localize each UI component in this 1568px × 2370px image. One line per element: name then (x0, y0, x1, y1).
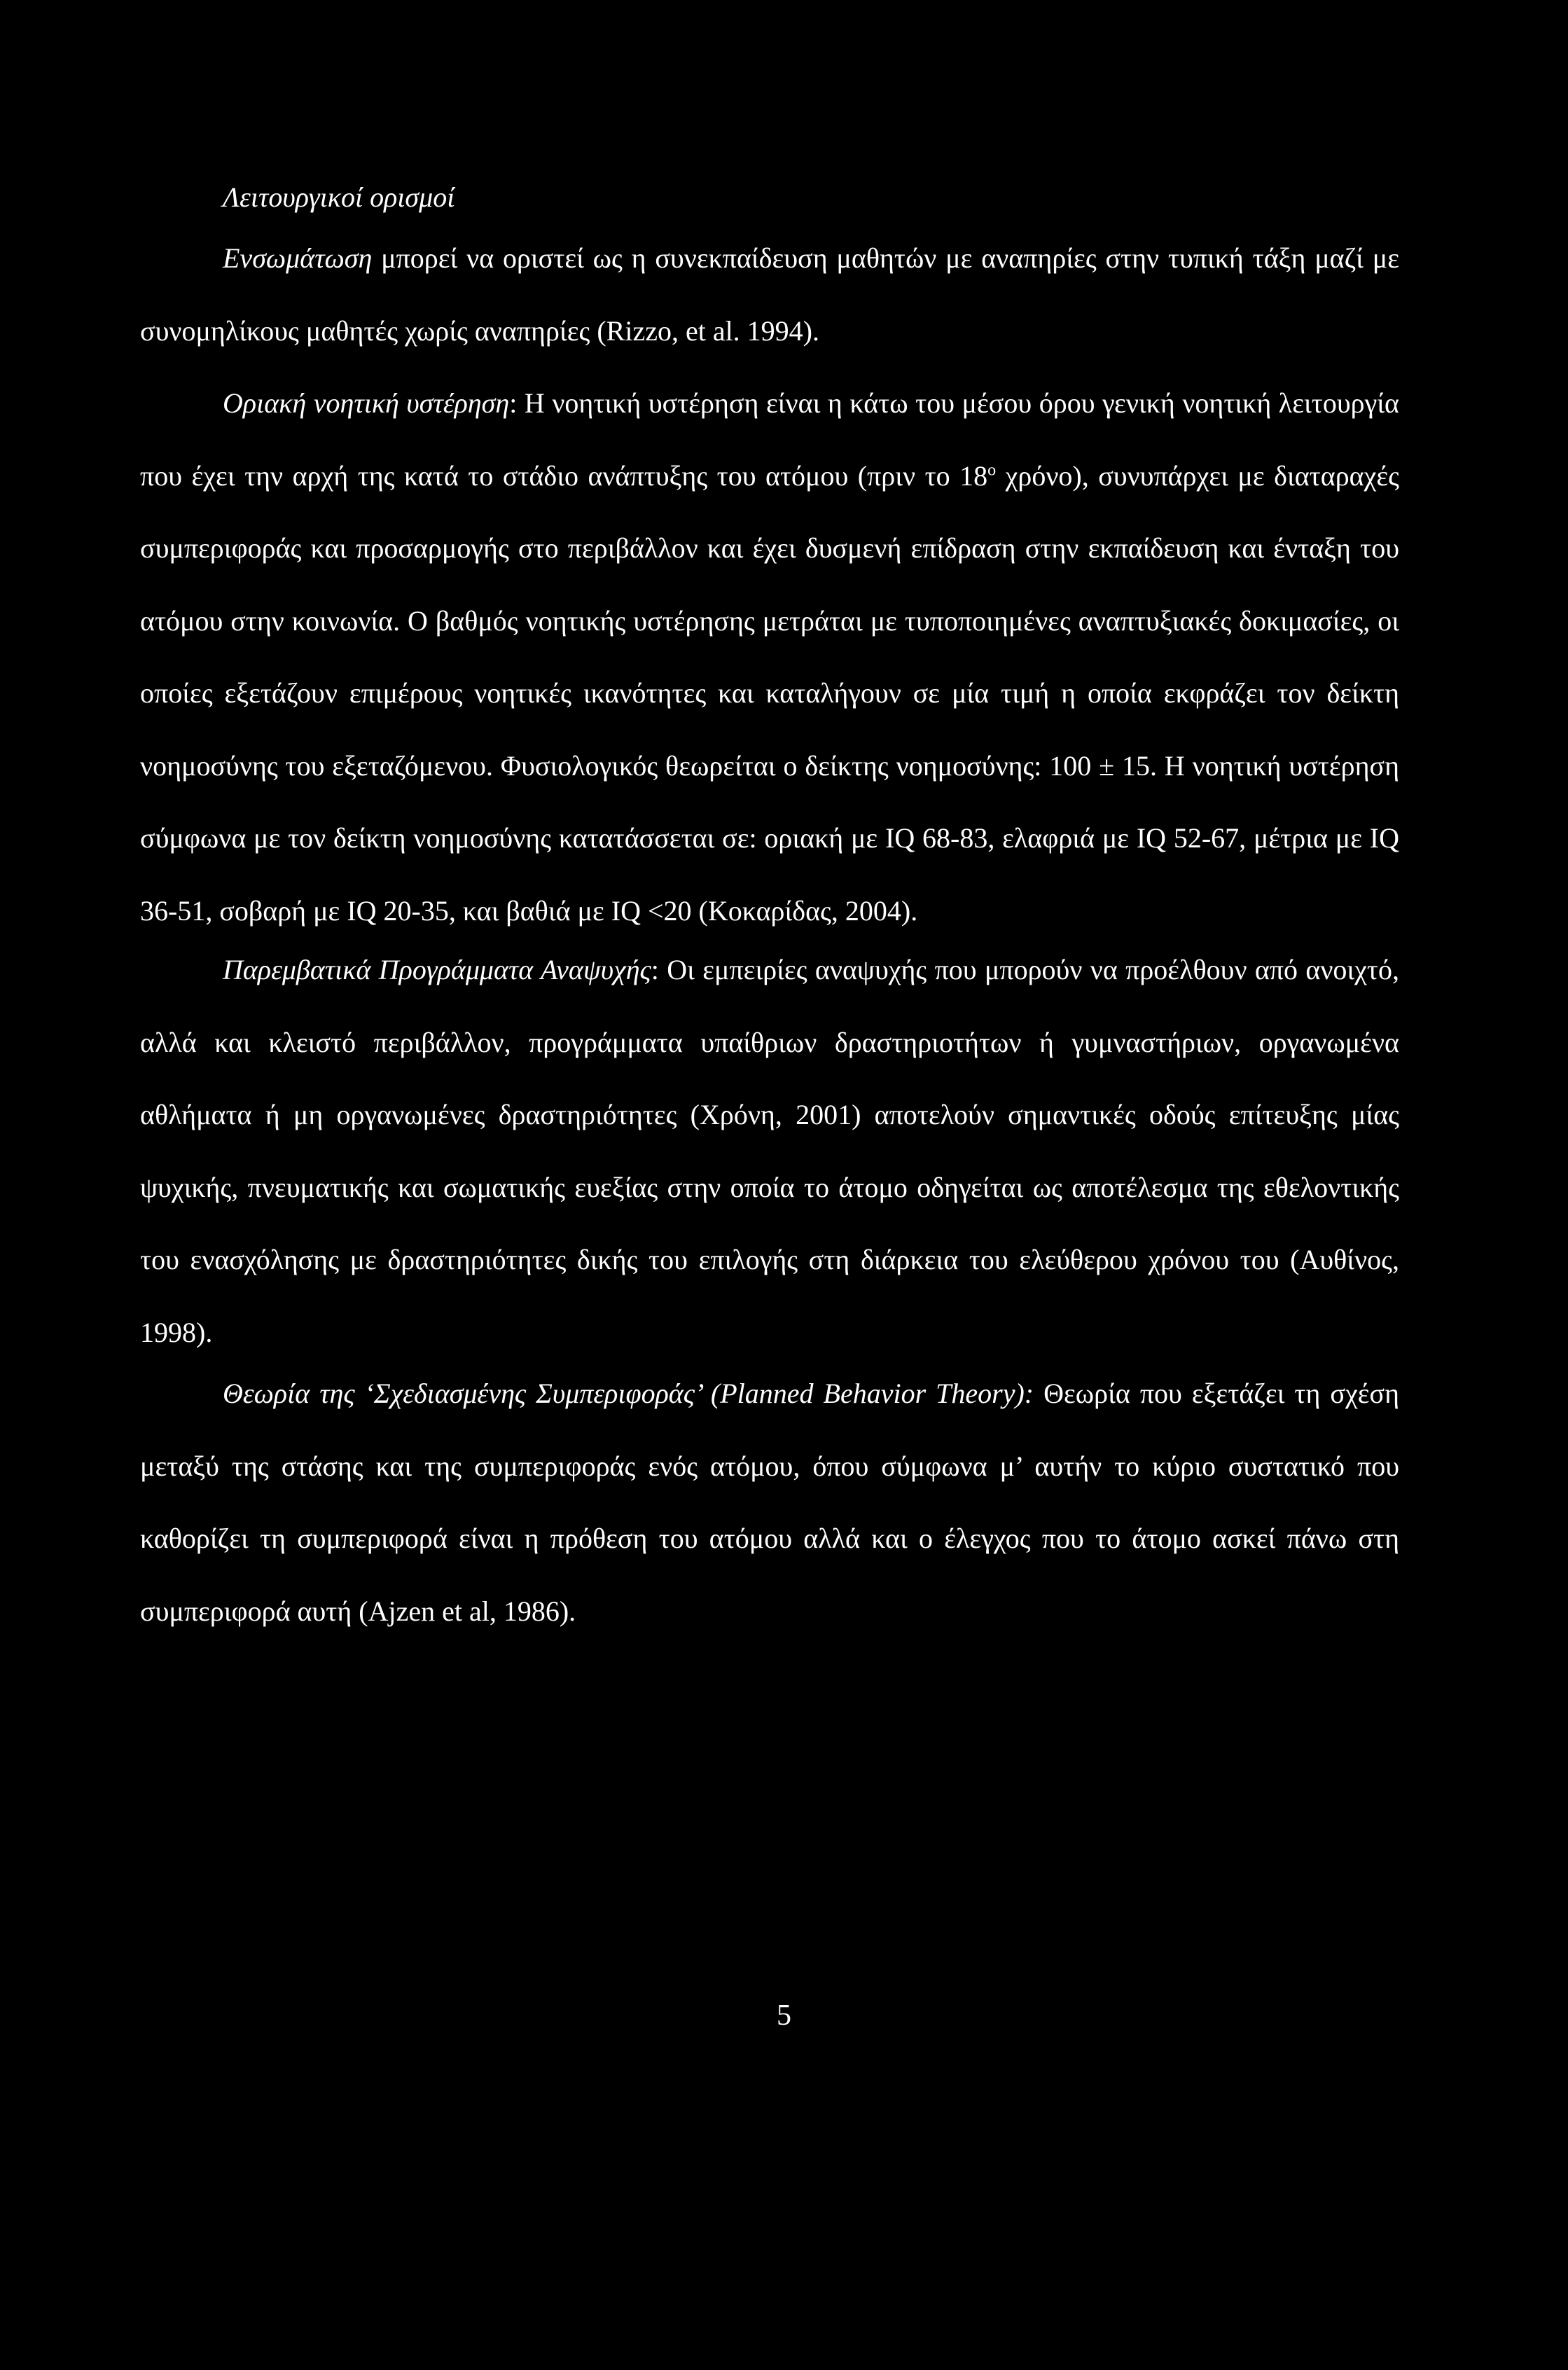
definition-borderline-part2: χρόνο), συνυπάρχει με διαταραχές συμπεριφοράς και προσαρμογής στο περιβάλλον και έχει δυσμενή επίδραση στην εκπαίδευση και ένταξη του ατόμου στην κοινωνία. Ο βαθμός νοητικής υστέρησης μετράται με τυποποιημένες αναπτυξιακές δοκιμασίες, οι οποίες εξετάζουν επιμέρους νοητικές ικανότητες και καταλήγουν σε μία τιμή η οποία εκφράζει τον δείκτη νοημοσύνης του εξεταζόμενου. Φυσιολογικός θεωρείται ο δείκτης νοημοσύνης: 100 ± 15. Η νοητική υστέρηση σύμφωνα με τον δείκτη νοημοσύνης κατατάσσεται σε: οριακή με IQ 68-83, ελαφριά με IQ 52-67, μέτρια με IQ 36-51, σοβαρή με IQ 20-35, και βαθιά με IQ <20 (Κοκαρίδας, 2004). (140, 459, 1400, 927)
definition-planned-behavior-theory: Θεωρία που εξετάζει τη σχέση μεταξύ της στάσης και της συμπεριφοράς ενός ατόμου, όπου σύμφωνα μ’ αυτήν το κύριο συστατικό που καθορίζει τη συμπεριφορά είναι η πρόθεση του ατόμου αλλά και ο έλεγχος που το άτομο ασκεί πάνω στη συμπεριφορά αυτή (Ajzen et al, 1986). (140, 1378, 1399, 1627)
paragraph-borderline-intellectual-disability (140, 367, 1399, 947)
term-recreation-programs: Παρεμβατικά Προγράμματα Αναψυχής (223, 954, 651, 985)
paragraph-planned-behavior-theory (140, 1357, 1399, 1647)
term-inclusion: Ενσωμάτωση (223, 242, 373, 274)
definition-borderline-part1: : Η νοητική υστέρηση είναι η κάτω του μέσου όρου γενική νοητική λειτουργία που έχει την αρχή της κατά το στάδιο ανάπτυξης του ατόμου (πριν το 18 (140, 387, 1399, 492)
term-borderline-intellectual-disability: Οριακή νοητική υστέρηση (223, 387, 510, 419)
paragraph-inclusion (140, 222, 1399, 367)
definition-recreation-programs: : Οι εμπειρίες αναψυχής που μπορούν να προέλθουν από ανοιχτό, αλλά και κλειστό περιβάλλον, προγράμματα υπαίθριων δραστηριοτήτων ή γυμναστήριων, οργανωμένα αθλήματα ή μη οργανωμένες δραστηριότητες (Χρόνη, 2001) αποτελούν σημαντικές οδούς επίτευξης μίας ψυχικής, πνευματικής και σωματικής ευεξίας στην οποία το άτομο οδηγείται ως αποτέλεσμα της εθελοντικής του ενασχόλησης με δραστηριότητες δικής του επιλογής στη διάρκεια του ελεύθερου χρόνου του (Αυθίνος, 1998). (140, 954, 1399, 1348)
superscript-ordinal: ο (987, 461, 997, 480)
term-planned-behavior-theory: Θεωρία της ‘Σχεδιασμένης Συμπεριφοράς’ (Planned Behavior Theory): (223, 1378, 1034, 1409)
paragraph-recreation-programs (140, 934, 1399, 1368)
page-number: 5 (777, 2000, 791, 2032)
section-heading: Λειτουργικοί ορισμοί (223, 181, 455, 213)
definition-inclusion: μπορεί να οριστεί ως η συνεκπαίδευση μαθητών με αναπηρίες στην τυπική τάξη μαζί με συνομηλίκους μαθητές χωρίς αναπηρίες (Rizzo, et al. 1994). (140, 242, 1399, 347)
